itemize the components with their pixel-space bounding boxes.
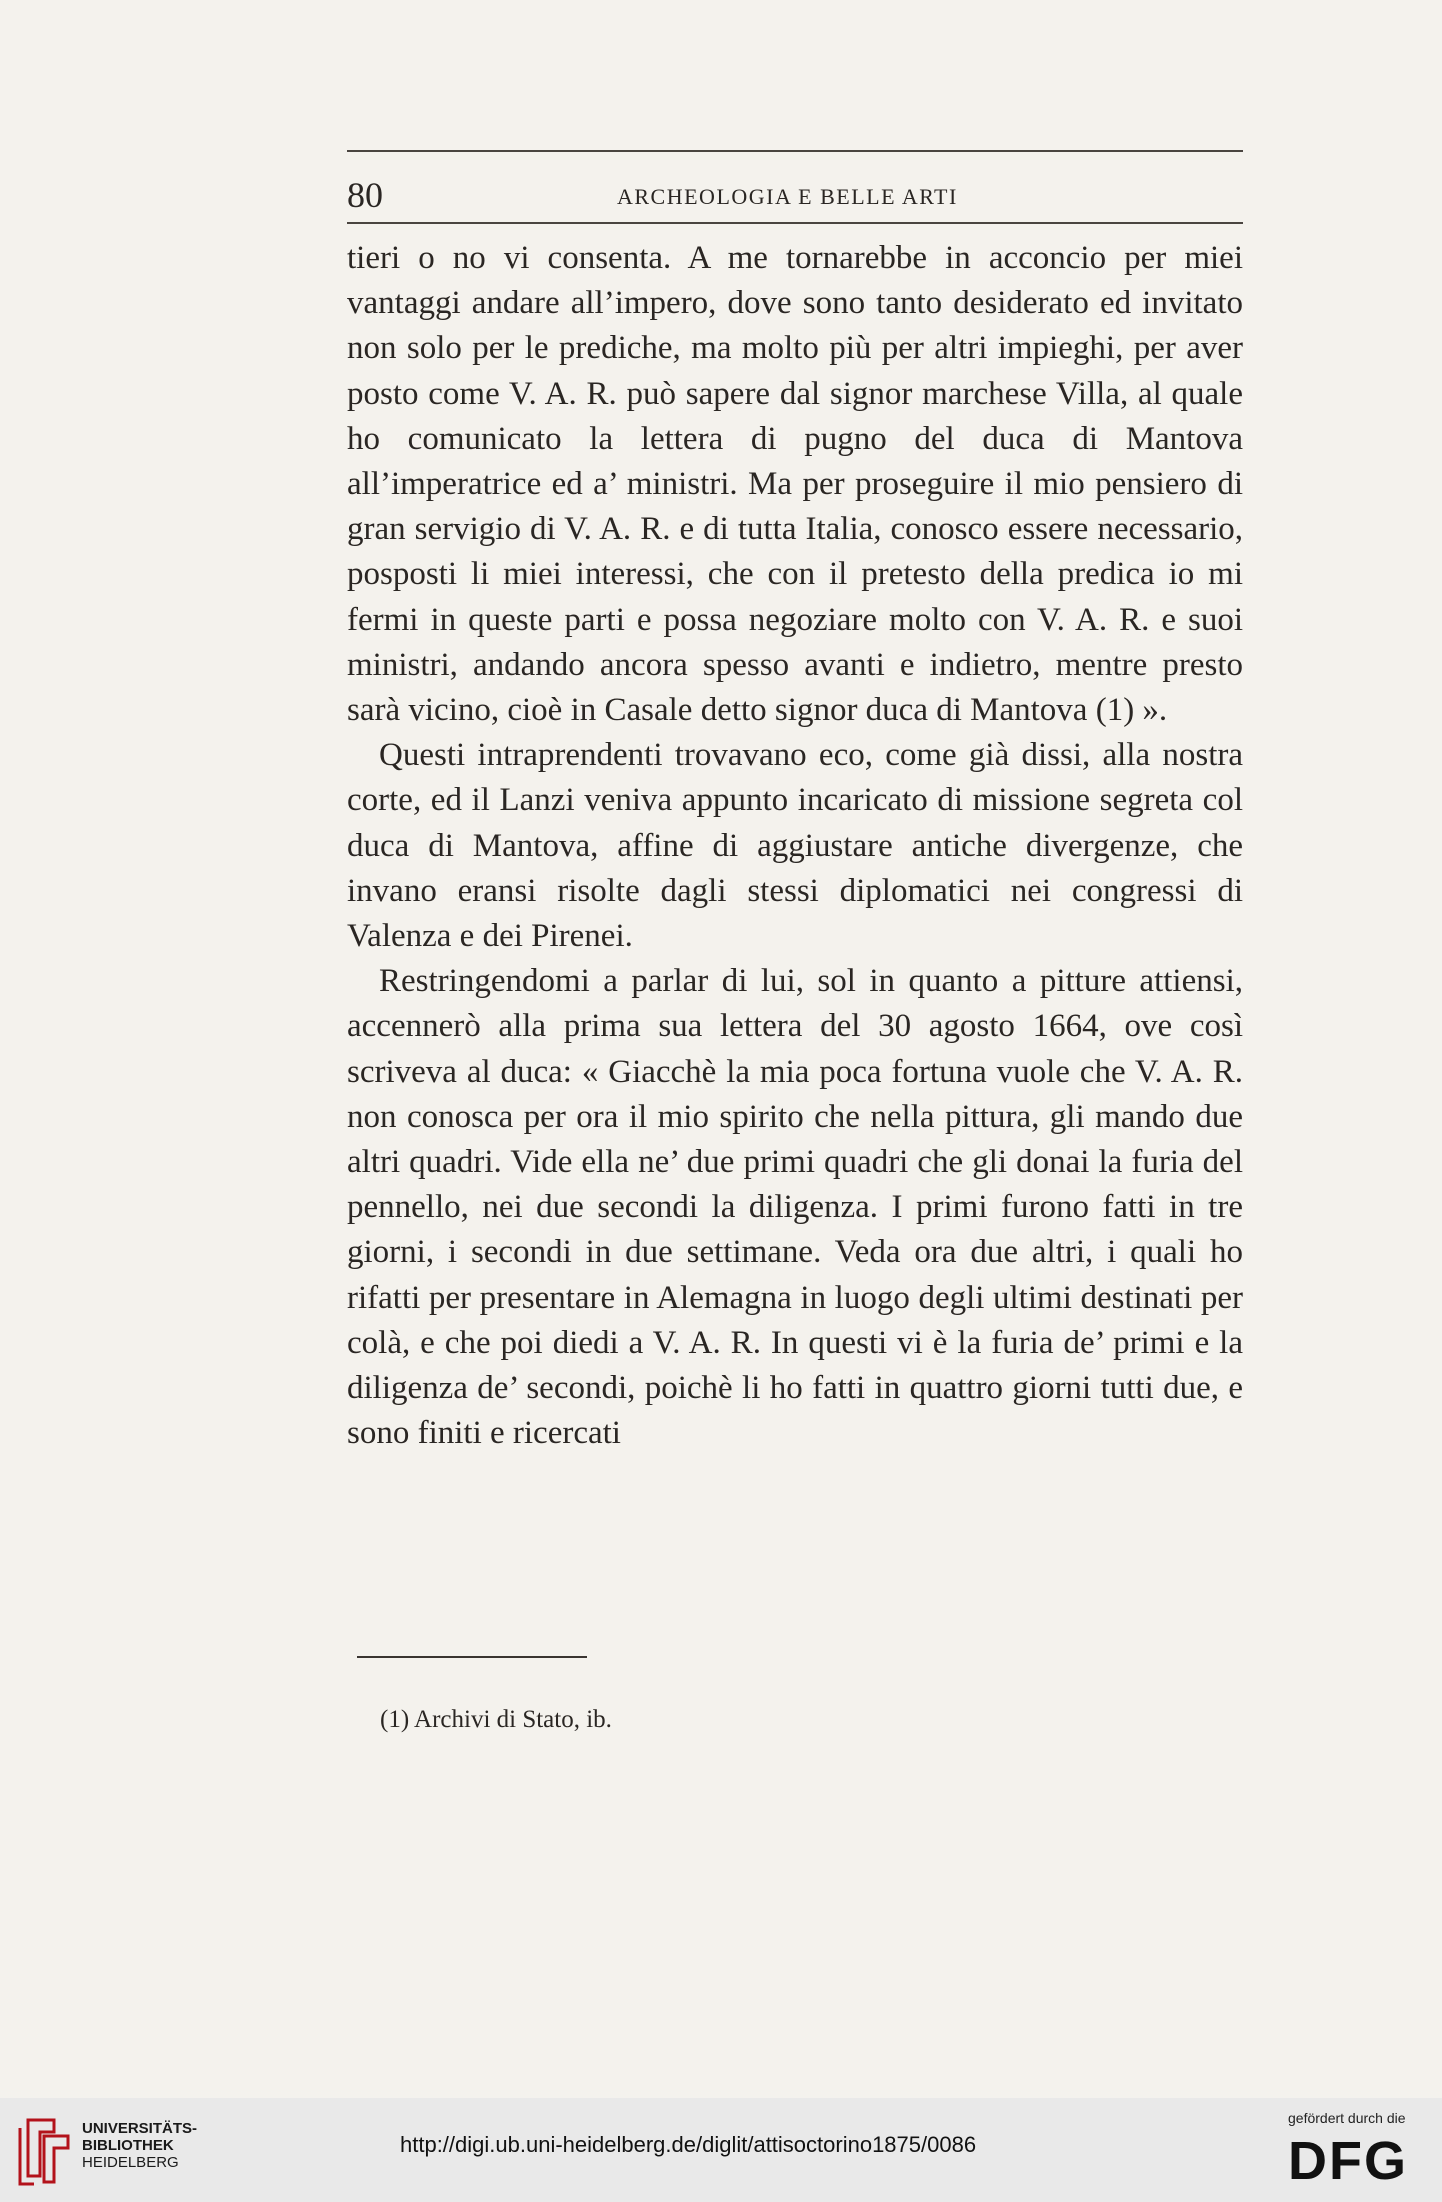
funded-by-label: gefördert durch die [1288,2110,1406,2126]
paragraph-continuation: tieri o no vi consenta. A me tornarebbe in acconcio per miei vantaggi andare all’impero, dove sono tanto desiderato ed invitato non solo per le prediche, ma molto più per altri impieghi, per aver posto come V. A. R. può sapere dal signor marchese Villa, al quale ho comunicato la lettera di pugno del duca di Mantova all’imperatrice ed a’ ministri. Ma per proseguire il mio pensiero di gran servigio di V. A. R. e di tutta Italia, conosco essere necessario, posposti li miei interessi, che con il pretesto della predica io mi fermi in queste parti e possa negoziare molto con V. A. R. e suoi ministri, andando ancora spesso avanti e indietro, mentre presto sarà vicino, cioè in Casale detto signor duca di Mantova (1) ». [347,240,1243,729]
library-name-line: UNIVERSITÄTS- [82,2120,198,2137]
paragraph: Restringendomi a parlar di lui, sol in quanto a pitture attiensi, accennerò alla prima sua lettera del 30 agosto 1664, ove così scriveva al duca: « Giacchè la mia poca fortuna vuole che V. A. R. non conosca per ora il mio spirito che nella pittura, gli mando due altri quadri. Vide ella ne’ due primi quadri che gli donai la furia del pennello, nei due secondi la diligenza. I primi furono fatti in tre giorni, i secondi in due settimane. Veda ora due altri, i quali ho rifatti per presentare in Alemagna in luogo degli ultimi destinati per colà, e che poi diedi a V. A. R. In questi vi è la furia de’ primi e la diligenza de’ secondi, poichè li ho fatti in quattro giorni tutti due, e sono finiti e ricercati [347,963,1243,1452]
paragraph: Questi intraprendenti trovavano eco, come già dissi, alla nostra corte, ed il Lanzi veniva appunto incaricato di missione segreta col duca di Mantova, affine di aggiustare antiche divergenze, che invano eransi risolte dagli stessi diplomatici nei congressi di Valenza e dei Pirenei. [347,737,1243,955]
library-logo-icon [14,2112,76,2188]
footnote-rule [357,1656,587,1658]
running-head: ARCHEOLOGIA E BELLE ARTI [617,184,958,209]
dfg-logo: DFG [1288,2131,1408,2191]
library-name-line: BIBLIOTHEK [82,2137,174,2154]
permalink-url[interactable]: http://digi.ub.uni-heidelberg.de/diglit/attisoctorino1875/0086 [400,2132,977,2157]
library-name-line: HEIDELBERG [82,2154,179,2171]
footnote: (1) Archivi di Stato, ib. [380,1706,612,1733]
library-name [82,2120,197,2171]
page-header [347,170,1243,220]
top-rule [347,150,1243,152]
body-text [347,236,1243,1456]
page-number: 80 [347,175,383,215]
header-rule [347,222,1243,224]
digitization-footer [0,2098,1442,2202]
